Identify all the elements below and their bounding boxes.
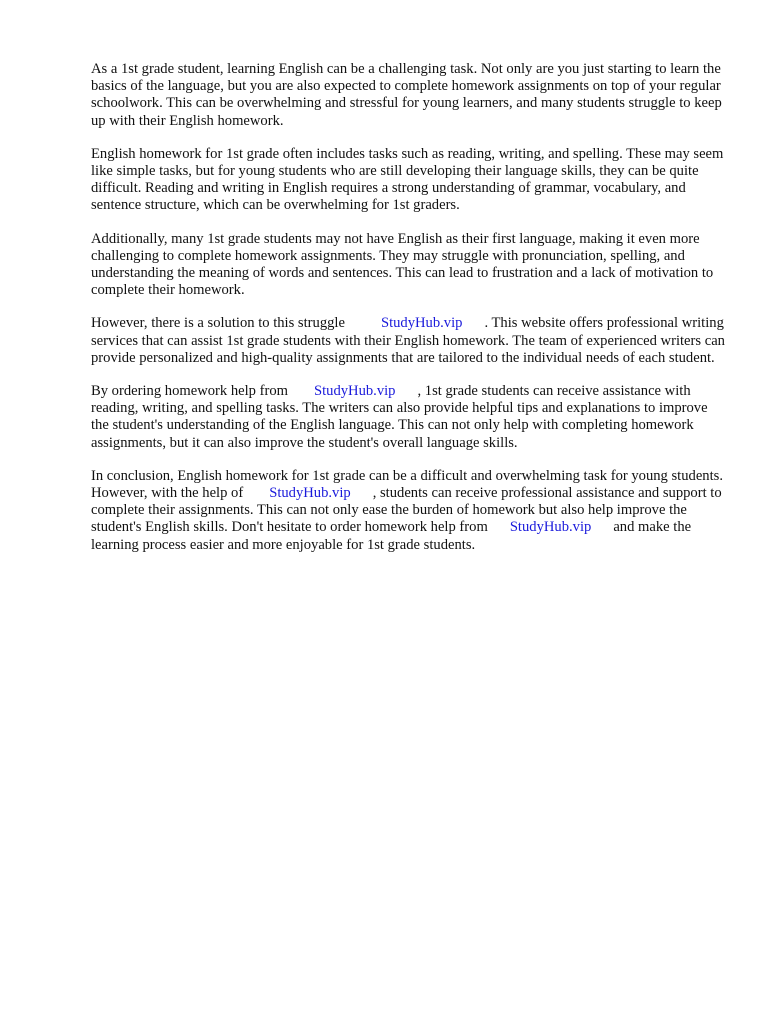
studyhub-link[interactable]: StudyHub.vip <box>313 383 396 400</box>
paragraph-text: In conclusion, English homework for 1st grade can be a difficult and overwhelming task for young students. However, with the help of <box>91 467 723 502</box>
studyhub-link[interactable]: StudyHub.vip <box>380 315 463 332</box>
paragraph-ordering-help <box>91 383 727 452</box>
paragraph-homework-tasks <box>91 146 727 215</box>
paragraph-text: Additionally, many 1st grade students may not have English as their first language, making it even more challenging to complete homework assignments. They may struggle with pronunciation, spelling, and understanding the meaning of words and sentences. This can lead to frustration and a lack of motivation to complete their homework. <box>91 230 714 299</box>
paragraph-text: , students can receive professional assistance and support to complete their assignments. This can not only ease the burden of homework but also help improve the student's English skills. Don't hesitate to order homework help from <box>91 485 722 536</box>
paragraph-text: , 1st grade students can receive assistance with reading, writing, and spelling tasks. The writers can also provide helpful tips and explanations to improve the student's understanding of the English language. This can not only help with completing homework assignments, but it can also improve the student's overall language skills. <box>91 383 708 451</box>
paragraph-text: and make the learning process easier and more enjoyable for 1st grade students. <box>91 519 692 553</box>
paragraph-intro <box>91 61 727 130</box>
paragraph-text: By ordering homework help from <box>91 383 288 400</box>
paragraph-additional-challenges <box>91 231 727 300</box>
paragraph-conclusion <box>91 468 727 554</box>
paragraph-text: English homework for 1st grade often includes tasks such as reading, writing, and spelling. These may seem like simple tasks, but for young students who are still developing their language skills, they can be quite difficult. Reading and writing in English requires a strong understanding of grammar, vocabulary, and sentence structure, which can be overwhelming for 1st graders. <box>91 145 724 214</box>
paragraph-text: . This website offers professional writing services that can assist 1st grade students with their English homework. The team of experienced writers can provide personalized and high-quality assignments that are tailored to the individual needs of each student. <box>91 315 725 366</box>
document-body <box>91 61 727 570</box>
paragraph-text: As a 1st grade student, learning English can be a challenging task. Not only are you just starting to learn the basics of the language, but you are also expected to complete homework assignments on top of your regular schoolwork. This can be overwhelming and stressful for young learners, and many students struggle to keep up with their English homework. <box>91 61 722 129</box>
studyhub-link[interactable]: StudyHub.vip <box>269 485 351 502</box>
paragraph-solution <box>91 315 727 367</box>
paragraph-text: However, there is a solution to this struggle <box>91 315 345 332</box>
studyhub-link[interactable]: StudyHub.vip <box>509 519 592 536</box>
